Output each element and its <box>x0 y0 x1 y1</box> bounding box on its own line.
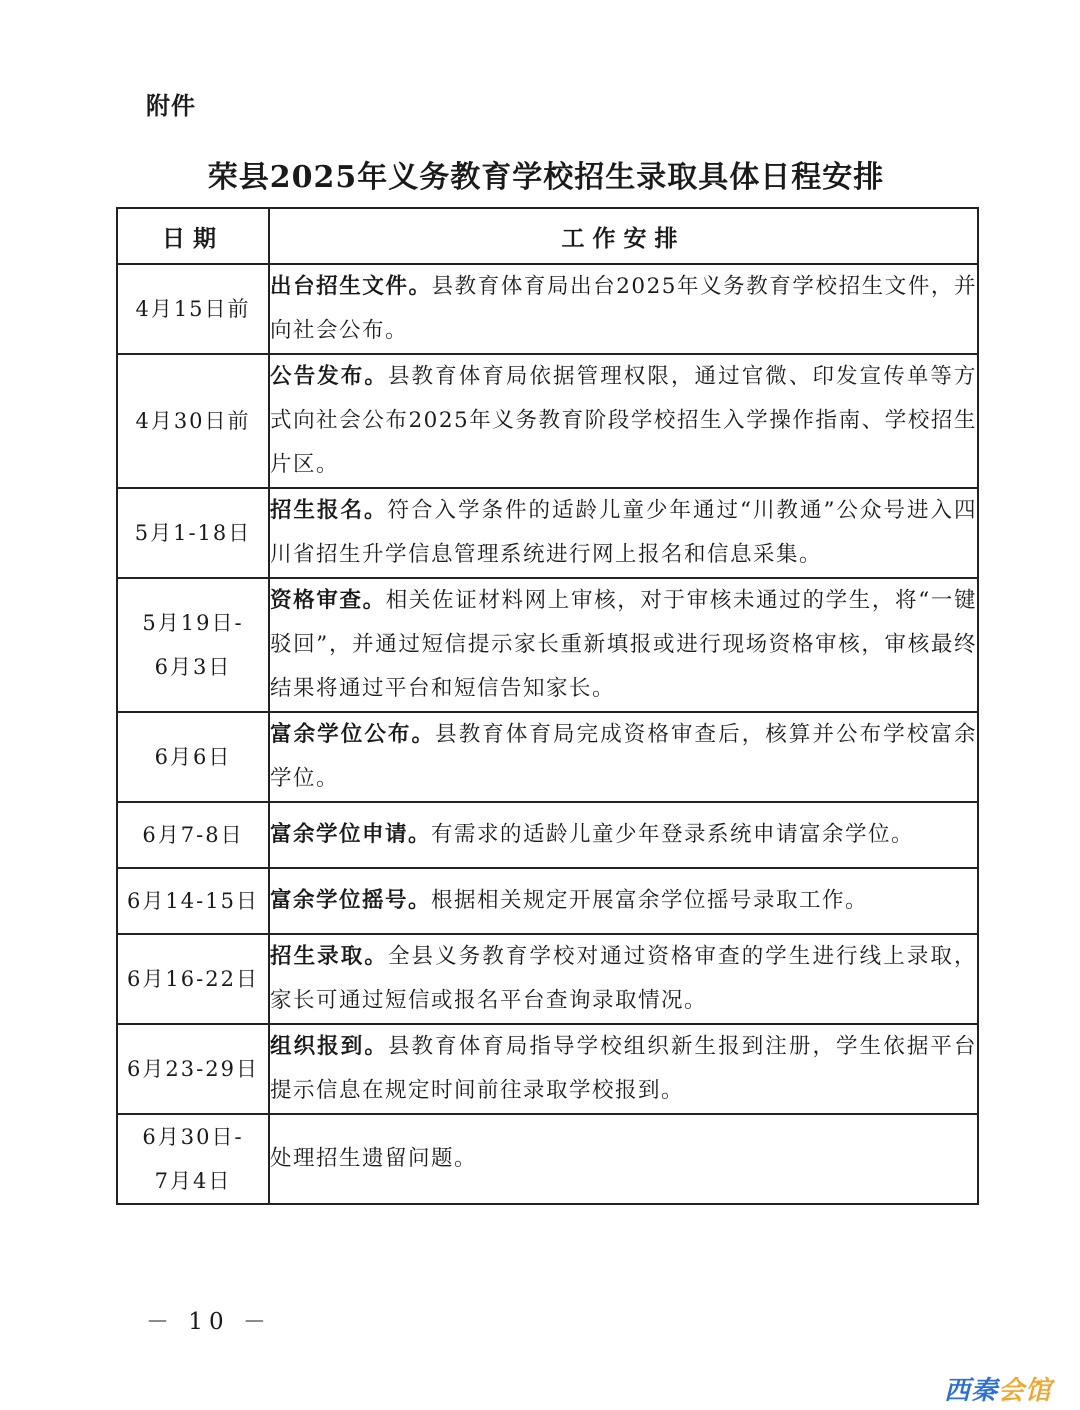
watermark-part-2: 会馆 <box>998 1376 1053 1406</box>
row-date-line: 4月15日前 <box>135 297 251 321</box>
row-date <box>117 868 269 934</box>
table-row <box>117 354 978 488</box>
watermark-part-1: 西秦 <box>944 1376 999 1406</box>
table-row <box>117 1024 978 1114</box>
row-work-text: 全县义务教育学校对通过资格审查的学生进行线上录取，家长可通过短信或报名平台查询录取情况。 <box>270 944 977 1013</box>
row-work-text: 处理招生遗留问题。 <box>270 1146 478 1171</box>
row-date-line: 6月14-15日 <box>127 889 259 913</box>
row-date <box>117 802 269 868</box>
document-title: 荣县2025年义务教育学校招生录取具体日程安排 <box>207 160 885 195</box>
row-work-text: 根据相关规定开展富余学位摇号录取工作。 <box>431 888 869 913</box>
header-date: 日期 <box>117 208 269 264</box>
table-row <box>117 578 978 712</box>
table-row <box>117 868 978 934</box>
row-work-lead: 组织报到。 <box>270 1034 388 1059</box>
row-work <box>269 264 978 354</box>
row-work-text: 县教育体育局依据管理权限，通过官微、印发宣传单等方式向社会公布2025年义务教育阶段学校招生入学操作指南、学校招生片区。 <box>270 364 977 477</box>
row-date <box>117 488 269 578</box>
page-number: － 10 － <box>146 1309 272 1335</box>
row-work-text: 有需求的适龄儿童少年登录系统申请富余学位。 <box>431 822 915 847</box>
row-work-text: 县教育体育局完成资格审查后，核算并公布学校富余学位。 <box>270 722 977 791</box>
row-work-lead: 富余学位申请。 <box>270 822 432 847</box>
row-date-line: 5月1-18日 <box>134 521 252 545</box>
watermark-logo <box>944 1370 1052 1407</box>
row-date-line: 6月6日 <box>154 745 232 769</box>
row-date <box>117 354 269 488</box>
row-work-lead: 富余学位公布。 <box>270 722 436 747</box>
row-work <box>269 712 978 802</box>
row-work-lead: 资格审查。 <box>270 588 386 613</box>
attachment-label: 附件 <box>146 92 196 120</box>
table-row <box>117 802 978 868</box>
row-work-text: 符合入学条件的适龄儿童少年通过“川教通”公众号进入四川省招生升学信息管理系统进行网上报名和信息采集。 <box>270 498 977 567</box>
row-date <box>117 1024 269 1114</box>
row-work <box>269 1114 978 1204</box>
table-row <box>117 264 978 354</box>
table-row <box>117 1114 978 1204</box>
row-date <box>117 264 269 354</box>
row-work <box>269 488 978 578</box>
row-date-line: 6月7-8日 <box>142 823 244 847</box>
row-date <box>117 578 269 712</box>
row-work-lead: 招生录取。 <box>270 944 388 969</box>
table-row <box>117 712 978 802</box>
table-header-row <box>117 208 978 264</box>
row-work <box>269 868 978 934</box>
row-work-lead: 富余学位摇号。 <box>270 888 432 913</box>
row-work-lead: 公告发布。 <box>270 364 388 389</box>
row-work <box>269 934 978 1024</box>
table-row <box>117 934 978 1024</box>
row-work <box>269 578 978 712</box>
row-date <box>117 1114 269 1204</box>
row-work-lead: 招生报名。 <box>270 498 388 523</box>
row-work <box>269 1024 978 1114</box>
row-date-line: 6月16-22日 <box>127 967 259 991</box>
row-work-text: 县教育体育局出台2025年义务教育学校招生文件，并向社会公布。 <box>270 274 977 343</box>
row-date <box>117 934 269 1024</box>
row-date-line: 5月19日- <box>142 611 244 635</box>
row-date-line: 6月3日 <box>154 655 232 679</box>
header-work: 工作安排 <box>269 208 978 264</box>
row-date <box>117 712 269 802</box>
row-work-lead: 出台招生文件。 <box>270 274 432 299</box>
row-work-text: 县教育体育局指导学校组织新生报到注册，学生依据平台提示信息在规定时间前往录取学校报到。 <box>270 1034 977 1103</box>
row-date-line: 4月30日前 <box>135 409 251 433</box>
row-date-line: 7月4日 <box>154 1169 232 1193</box>
row-work <box>269 802 978 868</box>
row-work-text: 相关佐证材料网上审核，对于审核未通过的学生，将“一键驳回”，并通过短信提示家长重新填报或进行现场资格审核，审核最终结果将通过平台和短信告知家长。 <box>270 588 977 701</box>
row-date-line: 6月30日- <box>142 1125 244 1149</box>
schedule-table <box>116 207 979 1205</box>
row-work <box>269 354 978 488</box>
table-row <box>117 488 978 578</box>
row-date-line: 6月23-29日 <box>127 1057 259 1081</box>
